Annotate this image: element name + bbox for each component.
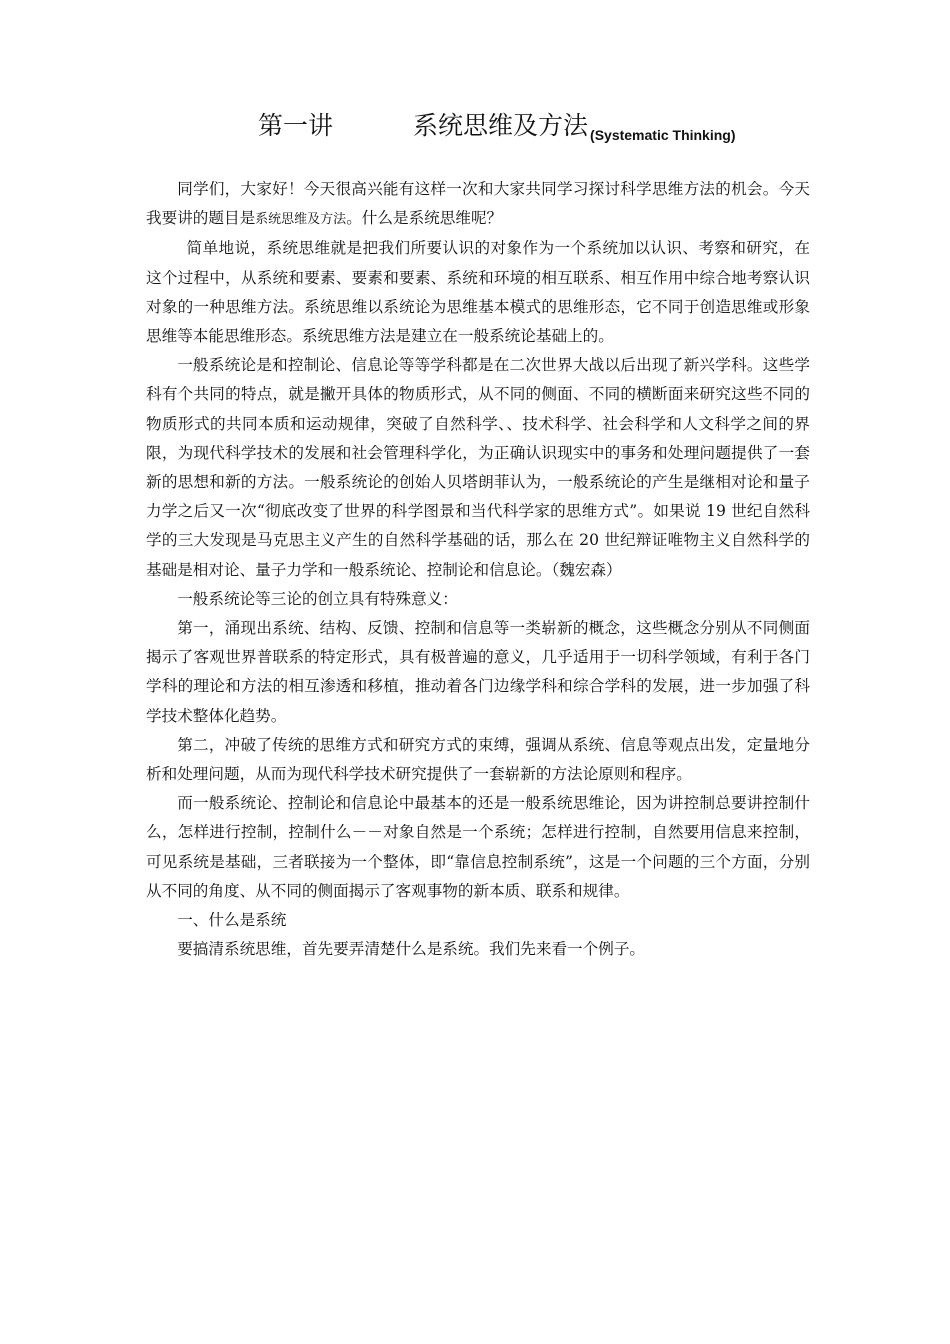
lecture-topic-english: (Systematic Thinking)	[590, 127, 736, 143]
paragraph-example-intro: 要搞清系统思维，首先要弄清楚什么是系统。我们先来看一个例子。	[177, 940, 646, 959]
paragraph-greeting-question: 。什么是系统思维呢？	[346, 209, 503, 228]
paragraph-systems-basis: 而一般系统论、控制论和信息论中最基本的还是一般系统思维论，因为讲控制总要讲控制什么，怎样进行控制，控制什么－－对象自然是一个系统；怎样进行控制，自然要用信息来控制，可见系统是基础，三者联接为一个整体，即“靠信息控制系统”，这是一个问题的三个方面，分别从不同的角度、从不同的侧面揭示了客观事物的新本质、联系和规律。	[146, 794, 810, 900]
lecture-number: 第一讲	[258, 111, 334, 140]
paragraph-greeting	[146, 175, 810, 234]
section-heading-what-is-system: 一、什么是系统	[177, 911, 287, 930]
paragraph-greeting-text: 同学们，大家好！今天很高兴能有这样一次和大家共同学习探讨科学思维方法的机会。今天我要讲的题目是	[146, 180, 810, 228]
topic-inline: 系统思维及方法	[255, 212, 347, 228]
document-body	[146, 175, 810, 964]
paragraph-point-one: 第一，涌现出系统、结构、反馈、控制和信息等一类崭新的概念，这些概念分别从不同侧面揭示了客观世界普联系的特定形式，具有极普遍的意义，几乎适用于一切科学领域，有利于各门学科的理论和方法的相互渗透和移植，推动着各门边缘学科和综合学科的发展，进一步加强了科学技术整体化趋势。	[146, 619, 810, 725]
paragraph-point-two: 第二，冲破了传统的思维方式和研究方式的束缚，强调从系统、信息等观点出发，定量地分析和处理问题，从而为现代科学技术研究提供了一套崭新的方法论原则和程序。	[146, 735, 810, 784]
paragraph-significance-intro: 一般系统论等三论的创立具有特殊意义：	[177, 589, 458, 608]
lecture-topic: 系统思维及方法	[413, 111, 589, 140]
paragraph-general-systems-theory: 一般系统论是和控制论、信息论等等学科都是在二次世界大战以后出现了新兴学科。这些学科有个共同的特点，就是撇开具体的物质形式，从不同的侧面、不同的横断面来研究这些不同的物质形式的共同本质和运动规律，突破了自然科学、、技术科学、社会科学和人文科学之间的界限，为现代科学技术的发展和社会管理科学化，为正确认识现实中的事务和处理问题提供了一套新的思想和新的方法。一般系统论的创始人贝塔朗菲认为，一般系统论的产生是继相对论和量子力学之后又一次“彻底改变了世界的科学图景和当代科学家的思维方式”。如果说 19 世纪自然科学的三大发现是马克思主义产生的自然科学基础的话，那么在 20 世纪辩证唯物主义自然科学的基础是相对论、量子力学和一般系统论、控制论和信息论。（魏宏森）	[146, 356, 810, 579]
paragraph-definition: 简单地说，系统思维就是把我们所要认识的对象作为一个系统加以认识、考察和研究，在这个过程中，从系统和要素、要素和要素、系统和环境的相互联系、相互作用中综合地考察认识对象的一种思维方法。系统思维以系统论为思维基本模式的思维形态，它不同于创造思维或形象思维等本能思维形态。系统思维方法是建立在一般系统论基础上的。	[146, 239, 810, 346]
lecture-title	[258, 106, 736, 146]
